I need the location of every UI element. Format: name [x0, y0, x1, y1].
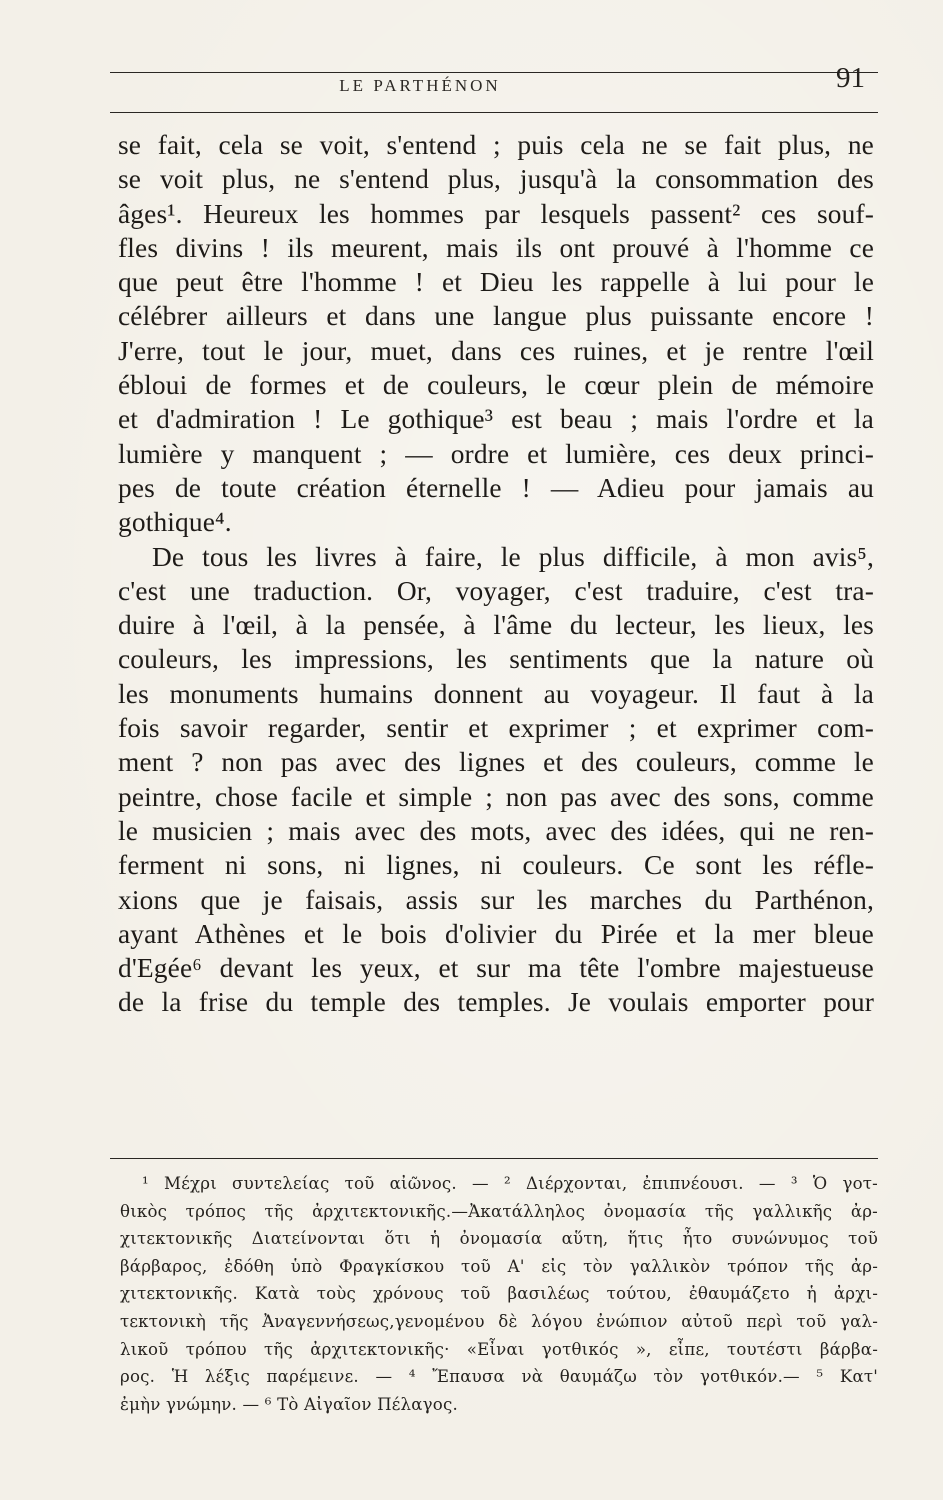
footnote-line: χιτεκτονικῆς. Κατὰ τοὺς χρόνους τοῦ βασιλέως τούτου, ἐθαυμάζετο ἡ ἀρχι- [120, 1284, 878, 1304]
text-line: xions que je faisais, assis sur les marches du Parthénon, [118, 884, 874, 915]
text-line: ébloui de formes et de couleurs, le cœur plein de mémoire [118, 370, 874, 401]
text-line: peintre, chose facile et simple ; non pas avec des sons, comme [118, 781, 874, 812]
paragraph-start-line: De tous les livres à faire, le plus difficile, à mon avis⁵, [152, 541, 874, 572]
header-top-rule [110, 72, 878, 73]
text-line: que peut être l'homme ! et Dieu les rappelle à lui pour le [118, 267, 874, 298]
text-line: c'est une traduction. Or, voyager, c'est traduire, c'est tra- [118, 575, 874, 606]
footnote-line: θικὸς τρόπος τῆς ἀρχιτεκτονικῆς.—Ἀκατάλληλος ὀνομασία τῆς γαλλικῆς ἀρ- [120, 1201, 878, 1221]
footnote-line: τεκτονικὴ τῆς Ἀναγεννήσεως,γενομένου δὲ λόγου ἐνώπιον αὐτοῦ περὶ τοῦ γαλ- [120, 1311, 878, 1331]
header-bottom-rule [110, 112, 878, 113]
text-line: couleurs, les impressions, les sentiments que la nature où [118, 644, 874, 675]
text-line: et d'admiration ! Le gothique³ est beau ; mais l'ordre et la [118, 404, 874, 435]
text-line: les monuments humains donnent au voyageur. Il faut à la [118, 678, 874, 709]
text-line: ferment ni sons, ni lignes, ni couleurs. Ce sont les réfle- [118, 850, 874, 881]
footnote-rule [110, 1158, 878, 1159]
text-line: se voit plus, ne s'entend plus, jusqu'à la consommation des [118, 164, 874, 195]
footnote-line: βάρβαρος, ἐδόθη ὑπὸ Φραγκίσκου τοῦ Α' εἰς τὸν γαλλικὸν τρόπον τῆς ἀρ- [120, 1256, 878, 1276]
main-text [118, 128, 874, 1020]
text-line: gothique⁴. [118, 507, 232, 538]
text-line: ayant Athènes et le bois d'olivier du Pirée et la mer bleue [118, 918, 874, 949]
text-line: se fait, cela se voit, s'entend ; puis cela ne se fait plus, ne [118, 130, 874, 160]
page-number: 91 [836, 62, 865, 94]
text-line: âges¹. Heureux les hommes par lesquels passent² ces souf- [118, 198, 874, 229]
text-line: lumière y manquent ; — ordre et lumière, ces deux princi- [118, 438, 874, 469]
footnote-line: ¹ Μέχρι συντελείας τοῦ αἰῶνος. — ² Διέρχονται, ἐπιπνέουσι. — ³ Ὁ γοτ- [142, 1174, 878, 1193]
text-line: de la frise du temple des temples. Je voulais emporter pour [118, 987, 874, 1018]
text-line: ment ? non pas avec des lignes et des couleurs, comme le [118, 747, 874, 778]
running-title: LE PARTHÉNON [339, 76, 501, 95]
text-line: duire à l'œil, à la pensée, à l'âme du lecteur, les lieux, les [118, 610, 874, 641]
text-line: fles divins ! ils meurent, mais ils ont prouvé à l'homme ce [118, 232, 874, 263]
footnote-line: λικοῦ τρόπου τῆς ἀρχιτεκτονικῆς· «Εἶναι γοτθικός », εἶπε, τουτέστι βάρβα- [120, 1339, 878, 1359]
footnotes [120, 1170, 878, 1418]
text-line: fois savoir regarder, sentir et exprimer ; et exprimer com- [118, 713, 874, 744]
text-line: le musicien ; mais avec des mots, avec des idées, qui ne ren- [118, 815, 874, 846]
footnote-line: ἐμὴν γνώμην. — ⁶ Τὸ Αἰγαῖον Πέλαγος. [120, 1394, 458, 1414]
text-line: d'Egée⁶ devant les yeux, et sur ma tête l'ombre majestueuse [118, 953, 874, 984]
footnote-line: ρος. Ἡ λέξις παρέμεινε. — ⁴ Ἔπαυσα νὰ θαυμάζω τὸν γοτθικόν.— ⁵ Κατ' [120, 1367, 878, 1387]
footnote-line: χιτεκτονικῆς Διατείνονται ὅτι ἡ ὀνομασία αὕτη, ἥτις ἦτο συνώνυμος τοῦ [120, 1229, 878, 1249]
text-line: J'erre, tout le jour, muet, dans ces ruines, et je rentre l'œil [118, 335, 874, 366]
text-line: célébrer ailleurs et dans une langue plus puissante encore ! [118, 301, 874, 332]
text-line: pes de toute création éternelle ! — Adieu pour jamais au [118, 472, 874, 503]
